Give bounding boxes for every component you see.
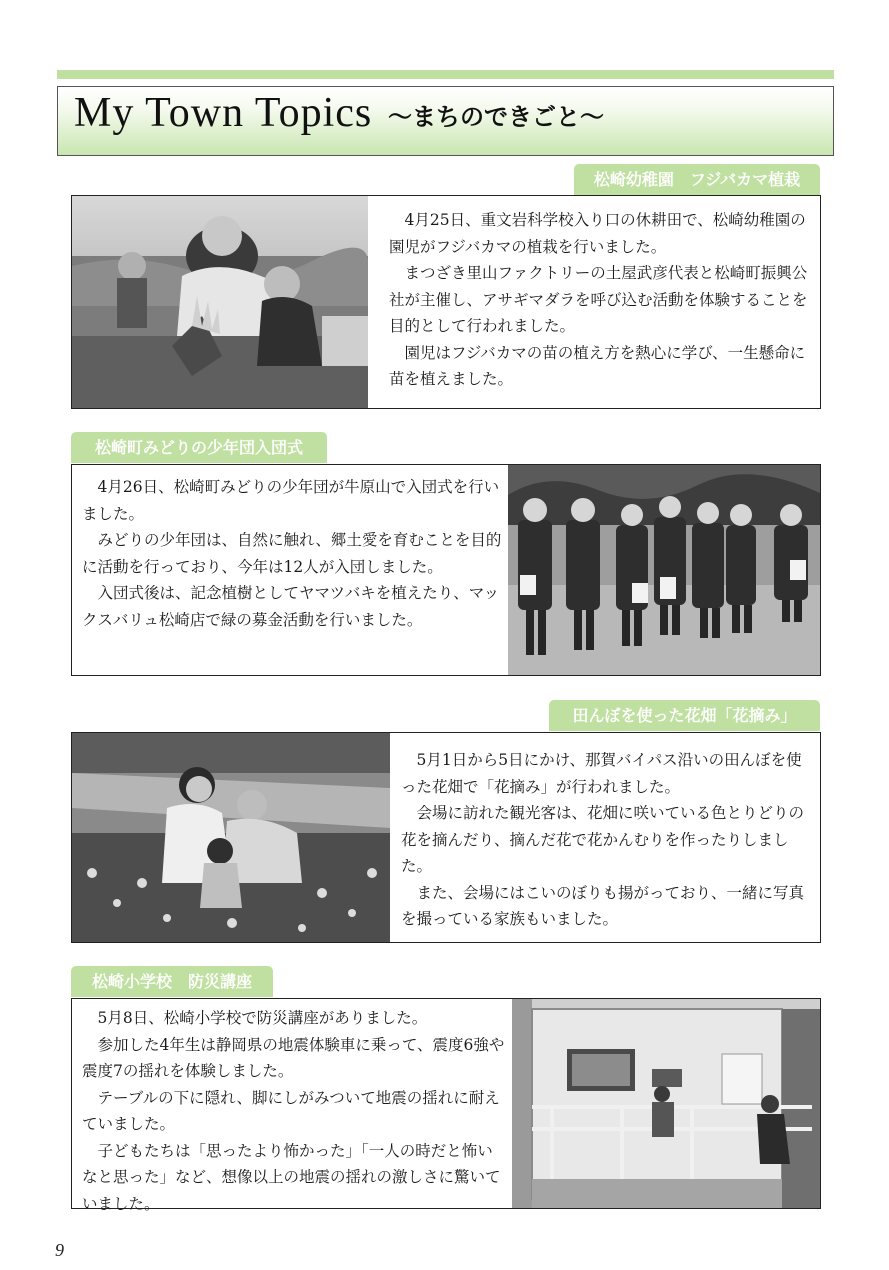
article-disaster-class	[71, 998, 821, 1213]
paragraph: まつざき里山ファクトリーの土屋武彦代表と松崎町振興公社が主催し、アサギマダラを呼び込む活動を体験することを目的として行われました。	[389, 264, 808, 335]
paragraph: 園児はフジバカマの苗の植え方を熱心に学び、一生懸命に苗を植えました。	[389, 343, 806, 388]
article-body-disaster-class	[82, 1005, 508, 1217]
page-number: 9	[55, 1240, 64, 1260]
photo-youth-group	[508, 465, 820, 675]
paragraph: 4月25日、重文岩科学校入り口の休耕田で、松崎幼稚園の園児がフジバカマの植栽を行いました。	[389, 211, 806, 256]
article-flower-field	[71, 732, 821, 943]
page-title: My Town Topics	[74, 90, 373, 136]
paragraph: 4月26日、松崎町みどりの少年団が牛原山で入団式を行いました。	[82, 478, 500, 523]
paragraph: テーブルの下に隠れ、脚にしがみついて地震の揺れに耐えていました。	[82, 1088, 500, 1133]
article-body-flower-field	[401, 747, 815, 933]
header-accent-bar	[57, 70, 834, 79]
photo-flower-picking	[72, 733, 390, 942]
photo-planting	[72, 196, 368, 408]
page-subtitle: 〜まちのできごと〜	[388, 103, 604, 131]
paragraph: 参加した4年生は静岡県の地震体験車に乗って、震度6強や震度7の揺れを体験しました。	[82, 1035, 505, 1080]
paragraph: 子どもたちは「思ったより怖かった」「一人の時だと怖いなと思った」など、想像以上の地震の揺れの激しさに驚いていました。	[82, 1141, 501, 1213]
article-body-youth-group	[82, 474, 506, 633]
paragraph: 5月1日から5日にかけ、那賀バイパス沿いの田んぼを使った花畑で「花摘み」が行われました。	[401, 751, 802, 796]
paragraph: 5月8日、松崎小学校で防災講座がありました。	[97, 1009, 428, 1027]
paragraph: 入団式後は、記念植樹としてヤマツバキを植えたり、マックスバリュ松崎店で緑の募金活動を行いました。	[82, 584, 500, 629]
article-kindergarten	[71, 195, 821, 409]
paragraph: 会場に訪れた観光客は、花畑に咲いている色とりどりの花を摘んだり、摘んだ花で花かんむりを作ったりしました。	[401, 804, 805, 875]
article-heading-youth-group: 松崎町みどりの少年団入団式	[71, 432, 327, 463]
article-heading-kindergarten: 松崎幼稚園 フジバカマ植栽	[574, 164, 820, 195]
photo-earthquake-truck	[512, 999, 820, 1208]
paragraph: みどりの少年団は、自然に触れ、郷土愛を育むことを目的に活動を行っており、今年は12人が入団しました。	[82, 531, 502, 576]
article-body-kindergarten	[389, 207, 813, 393]
page-header	[57, 86, 834, 156]
article-heading-flower-field: 田んぼを使った花畑「花摘み」	[549, 700, 820, 731]
article-youth-group	[71, 464, 821, 676]
article-heading-disaster-class: 松崎小学校 防災講座	[71, 966, 273, 997]
paragraph: また、会場にはこいのぼりも揚がっており、一緒に写真を撮っている家族もいました。	[401, 883, 805, 928]
